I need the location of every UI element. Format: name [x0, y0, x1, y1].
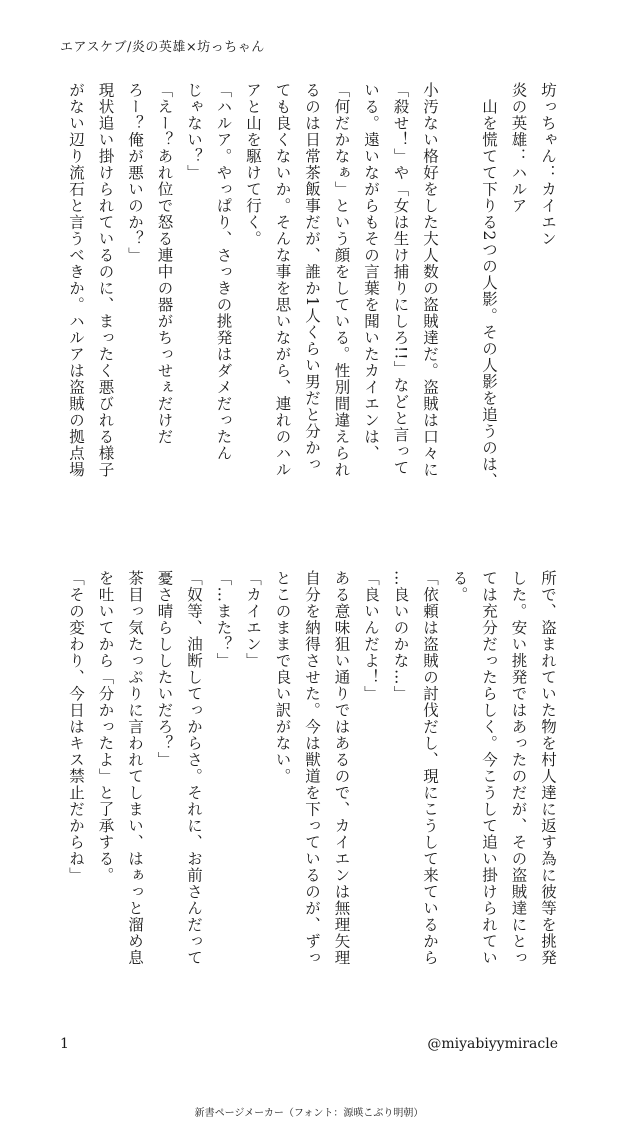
text-line: 「何だかなぁ」という顔をしている。性別間違えられ	[332, 82, 351, 478]
text-line: とこのままで良い訳がない。	[273, 570, 292, 785]
text-line: る。	[450, 570, 469, 603]
text-line: 「えー？あれ位で怒る連中の器がちっせぇだけだ	[155, 82, 174, 445]
text-line: 「依頼は盗賊の討伐だし、現にこうして来ているから	[421, 570, 439, 966]
text-line: ては充分だったらしく。今こうして追い掛けられてい	[480, 570, 498, 966]
text-line: ろー？俺が悪いのか？」	[126, 82, 144, 264]
footer-credit: 新書ページメーカー（フォント：源暎こぶり明朝）	[194, 1108, 424, 1119]
text-line: 「殺せ！」や「女は生け捕りにしろ!!」などと言って	[391, 82, 410, 476]
text-line: がない辺り流石と言うべきか。ハルアは盗賊の拠点場	[67, 82, 85, 478]
text-line: …良いのかな…」	[391, 570, 410, 702]
text-line: いる。遠いながらもその言葉を聞いたカイエンは、	[362, 82, 380, 462]
text-line: 坊っちゃん：カイエン	[539, 82, 557, 247]
text-block-top	[61, 82, 563, 552]
page-number: 1	[60, 1036, 69, 1052]
text-line: ても良くないか。そんな事を思いながら、連れのハル	[273, 82, 292, 478]
text-line: 「その変わり、今日はキス禁止だからね」	[67, 570, 85, 884]
text-line: 自分を納得させた。今は獣道を下っているのが、ずっ	[303, 570, 321, 966]
text-line: ある意味狙い通りではあるので、カイエンは無理矢理	[332, 570, 351, 966]
text-line: じゃない？」	[185, 82, 203, 181]
text-line: を吐いてから「分かったよ」と了承する。	[96, 570, 115, 884]
author-handle: @miyabiyymiracle	[427, 1036, 558, 1052]
text-line: 「奴等、油断してっからさ。それに、お前さんだって	[185, 570, 203, 966]
text-line: 茶目っ気たっぷりに言われてしまい、はぁっと溜め息	[126, 570, 144, 966]
text-line: 「ハルア。やっぱり、さっきの挑発はダメだったん	[214, 82, 233, 462]
text-line: 現状追い掛けられているのに、まったく悪びれる様子	[96, 82, 115, 478]
text-line: 山を慌てて下りる2つの人影。その人影を追うのは、	[480, 82, 498, 489]
text-line: 所で、盗まれていた物を村人達に返す為に彼等を挑発	[539, 570, 557, 966]
text-line: した。安い挑発ではあったのだが、その盗賊達にとっ	[509, 570, 528, 966]
text-line: 「…また？」	[214, 570, 233, 669]
text-line: 小汚ない格好をした大人数の盗賊達だ。盗賊は口々に	[421, 82, 439, 478]
text-line: アと山を駆けて行く。	[244, 82, 262, 247]
document-title: エアスケブ/炎の英雄×坊っちゃん	[60, 40, 265, 55]
text-block-bottom	[61, 570, 563, 1020]
text-line: 「カイエン」	[244, 570, 262, 669]
text-line: 炎の英雄：ハルア	[509, 82, 528, 214]
text-line: 「良いんだよ！」	[362, 570, 380, 702]
text-line: るのは日常茶飯事だが、誰か1人くらい男だと分かっ	[303, 82, 321, 473]
text-line: 憂さ晴らししたいだろ？」	[155, 570, 174, 768]
